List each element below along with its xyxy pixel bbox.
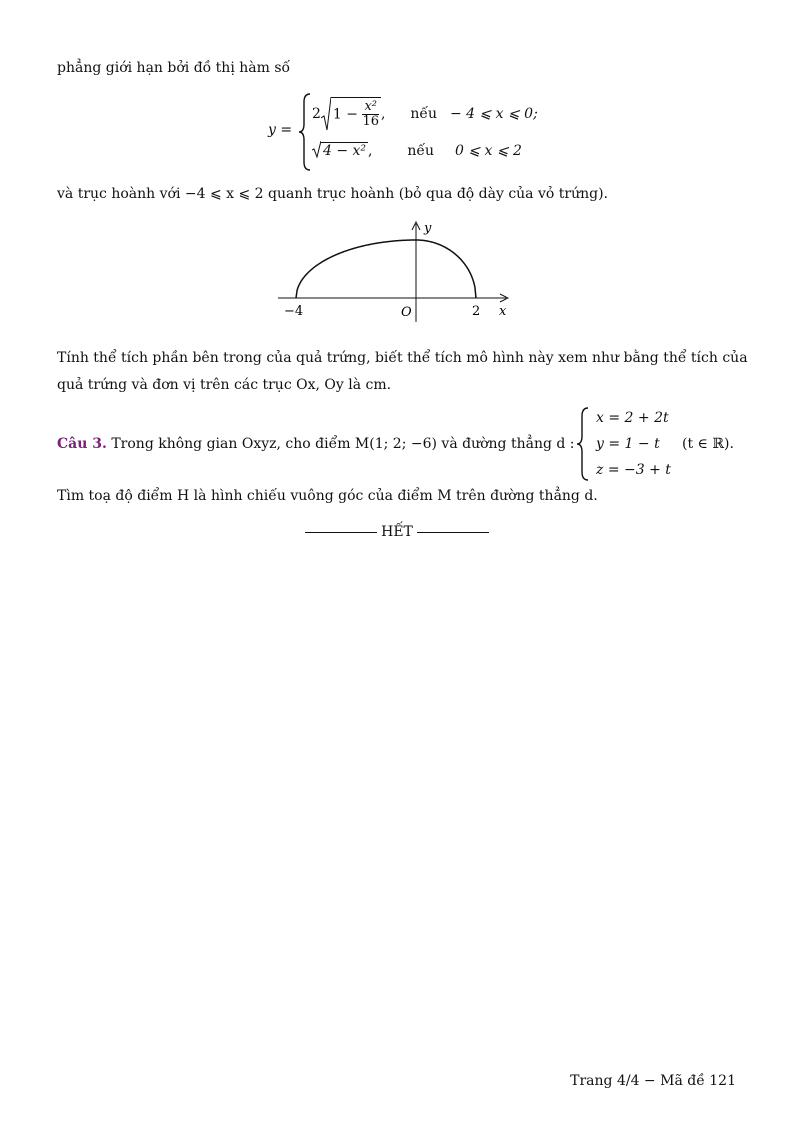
piecewise-row-1 (312, 96, 538, 132)
left-brace-icon (576, 406, 590, 482)
row2-condition: 0 ⩽ x ⩽ 2 (454, 143, 522, 159)
cau3-text: Trong không gian Oxyz, cho điểm M(1; 2; −6) và đường thẳng d : (111, 436, 575, 452)
piecewise-lhs: y = (268, 122, 293, 138)
system-eq-1: x = 2 + 2t (596, 410, 669, 426)
system-eq-3: z = −3 + t (596, 462, 671, 478)
fraction-numerator: x² (364, 98, 378, 114)
system-eq-2: y = 1 − t (596, 436, 660, 452)
sqrt-sign-icon (321, 96, 331, 132)
cau3-line (57, 436, 575, 452)
piecewise-row-2 (312, 140, 522, 159)
egg-graph (272, 214, 522, 326)
left-brace-icon (298, 92, 312, 172)
piecewise-function (268, 92, 568, 174)
sqrt-sign-icon (312, 140, 321, 158)
y-label: y (424, 221, 432, 236)
row1-inner: 1 − (332, 106, 359, 122)
tick-label-left: −4 (284, 304, 304, 319)
row2-comma: , (368, 143, 373, 159)
divider (305, 532, 377, 533)
end-marker (300, 524, 494, 540)
cau3-label: Câu 3. (57, 436, 107, 452)
row1-cond-word: nếu (410, 106, 438, 122)
egg-curve (296, 240, 476, 298)
question-text-2: quả trứng và đơn vị trên các trục Ox, Oy là cm. (57, 377, 392, 393)
end-marker-text: HẾT (381, 524, 413, 540)
fraction (362, 100, 379, 129)
x-label: x (499, 304, 507, 319)
divider (417, 532, 489, 533)
rotation-line: và trục hoành với −4 ⩽ x ⩽ 2 quanh trục hoành (bỏ qua độ dày của vỏ trứng). (57, 186, 608, 202)
tick-label-right: 2 (472, 304, 481, 319)
fraction-denominator: 16 (362, 113, 380, 129)
question-text-1: Tính thể tích phần bên trong của quả trứng, biết thể tích mô hình này xem như bằng thể tích của (57, 350, 748, 366)
row1-coef: 2 (312, 106, 321, 122)
origin-label: O (401, 305, 412, 320)
intro-line: phẳng giới hạn bởi đồ thị hàm số (57, 60, 291, 76)
row1-condition: − 4 ⩽ x ⩽ 0; (449, 106, 538, 122)
line-system (576, 406, 736, 482)
row2-expr: 4 − x² (323, 143, 367, 159)
system-condition: (t ∈ ℝ). (682, 436, 734, 452)
row1-comma: , (381, 106, 386, 122)
cau3-follow: Tìm toạ độ điểm H là hình chiếu vuông góc của điểm M trên đường thẳng d. (57, 488, 598, 504)
page-footer: Trang 4/4 − Mã đề 121 (570, 1073, 736, 1089)
row2-cond-word: nếu (407, 143, 435, 159)
